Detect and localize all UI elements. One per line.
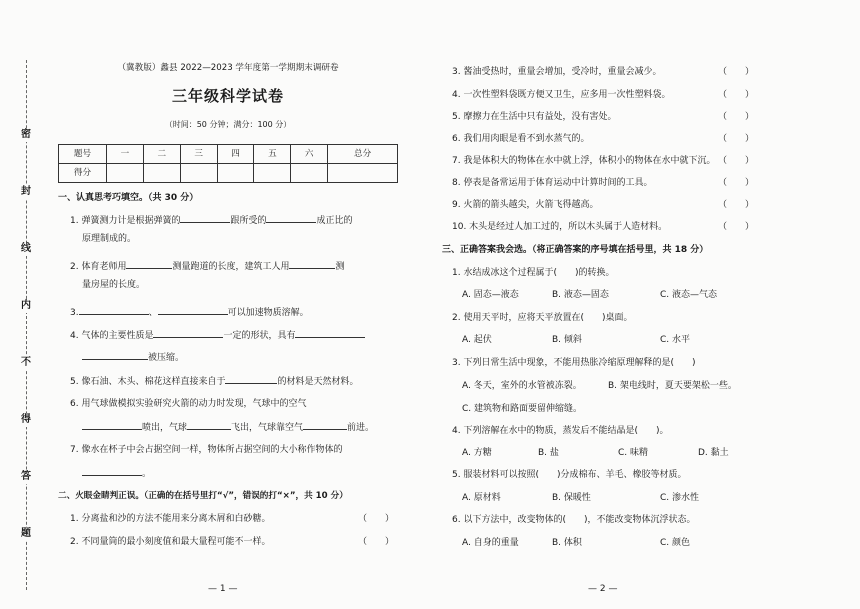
option-c[interactable]: C. 液态—气态 — [660, 290, 718, 300]
question-1-4-cont: 被压缩。 — [82, 350, 184, 365]
binding-char: 得 — [16, 413, 36, 427]
option-b[interactable]: B. 倾斜 — [552, 335, 582, 345]
question-2-5: 5. 摩擦力在生活中只有益处，没有害处。 — [452, 112, 617, 122]
option-b[interactable]: B. 体积 — [552, 538, 582, 548]
score-input-cell[interactable] — [291, 164, 328, 183]
option-c[interactable]: C. 建筑物和路面要留伸缩缝。 — [462, 404, 583, 414]
answer-blank[interactable] — [289, 259, 335, 269]
option-c[interactable]: C. 渗水性 — [660, 493, 700, 503]
score-cell: 二 — [143, 145, 180, 164]
score-cell: 六 — [291, 145, 328, 164]
question-1-7: 7. 像水在杯子中会占据空间一样，物体所占据空间的大小称作物体的 — [70, 445, 343, 455]
answer-blank[interactable] — [158, 305, 228, 315]
question-1-1: 1. 弹簧测力计是根据弹簧的 跟所受的 成正比的 — [70, 213, 352, 228]
option-a[interactable]: A. 自身的重量 — [462, 538, 519, 548]
binding-char: 不 — [16, 356, 36, 370]
option-a[interactable]: A. 方糖 — [462, 448, 492, 458]
answer-blank[interactable] — [82, 420, 142, 430]
exam-subtitle: （冀教版）蠡县 2022—2023 学年度第一学期期末调研卷 — [117, 63, 339, 73]
option-b[interactable]: B. 保暖性 — [552, 493, 591, 503]
question-2-1: 1. 分离盐和沙的方法不能用来分离木屑和白砂糖。 — [70, 514, 271, 524]
section-3-title: 三、正确答案我会选。（将正确答案的序号填在括号里，共 18 分） — [442, 245, 709, 255]
option-c[interactable]: C. 水平 — [660, 335, 691, 345]
answer-blank[interactable] — [295, 328, 365, 338]
option-a[interactable]: A. 固态—液态 — [462, 290, 519, 300]
question-2-8: 8. 停表是备常运用于体育运动中计算时间的工具。 — [452, 178, 653, 188]
answer-paren[interactable]: （ ） — [718, 134, 755, 144]
exam-title: 三年级科学试卷 — [171, 87, 284, 105]
question-3-2: 2. 使用天平时，应将天平放置在( )桌面。 — [452, 313, 633, 323]
answer-paren[interactable]: （ ） — [718, 156, 755, 166]
answer-paren[interactable]: （ ） — [358, 537, 395, 547]
score-cell: 三 — [180, 145, 217, 164]
question-2-9: 9. 火箭的箭头越尖，火箭飞得越高。 — [452, 200, 599, 210]
question-1-4: 4. 气体的主要性质是 一定的形状，具有 — [70, 328, 365, 343]
score-cell: 一 — [107, 145, 144, 164]
binding-char: 题 — [16, 527, 36, 541]
score-cell: 四 — [217, 145, 254, 164]
answer-paren[interactable]: （ ） — [718, 222, 755, 232]
question-2-3: 3. 酱油受热时，重量会增加，受冷时，重量会减少。 — [452, 67, 662, 77]
answer-paren[interactable]: （ ） — [718, 90, 755, 100]
answer-paren[interactable]: （ ） — [718, 200, 755, 210]
option-b[interactable]: B. 盐 — [538, 448, 559, 458]
score-input-cell[interactable] — [217, 164, 254, 183]
score-input-cell[interactable] — [328, 164, 398, 183]
answer-blank[interactable] — [225, 374, 277, 384]
answer-blank[interactable] — [79, 305, 149, 315]
question-1-5: 5. 像石油、木头、棉花这样直接来自于 的材料是天然材料。 — [70, 374, 358, 389]
option-a[interactable]: A. 原材料 — [462, 493, 501, 503]
answer-blank[interactable] — [180, 213, 230, 223]
answer-paren[interactable]: （ ） — [358, 514, 395, 524]
answer-blank[interactable] — [153, 328, 223, 338]
answer-blank[interactable] — [266, 213, 316, 223]
page-number-2: — 2 — — [588, 584, 618, 594]
binding-margin — [14, 60, 40, 590]
question-1-3: 3. 、 可以加速物质溶解。 — [70, 305, 309, 320]
score-table-score-row — [59, 164, 398, 183]
binding-char: 内 — [16, 299, 36, 313]
option-c[interactable]: C. 颜色 — [660, 538, 691, 548]
score-cell: 得分 — [59, 164, 107, 183]
binding-char: 密 — [16, 128, 36, 142]
question-1-2: 2. 体育老师用 测量跑道的长度，建筑工人用 测 — [70, 259, 344, 274]
score-input-cell[interactable] — [107, 164, 144, 183]
score-input-cell[interactable] — [143, 164, 180, 183]
page-number-1: — 1 — — [208, 584, 238, 594]
option-a[interactable]: A. 冬天，室外的水管被冻裂。 — [462, 381, 582, 391]
question-2-6: 6. 我们用肉眼是看不到水蒸气的。 — [452, 134, 590, 144]
score-cell: 五 — [254, 145, 291, 164]
score-input-cell[interactable] — [180, 164, 217, 183]
binding-char: 线 — [16, 242, 36, 256]
score-table-header-row — [59, 145, 398, 164]
answer-blank[interactable] — [126, 259, 172, 269]
question-1-2-cont: 量房屋的长度。 — [82, 280, 146, 290]
question-1-6-cont: 喷出，气球 飞出，气球靠空气 前进。 — [82, 420, 374, 435]
option-b[interactable]: B. 架电线时，夏天要架松一些。 — [608, 381, 737, 391]
section-2-title: 二、火眼金睛判正误。（正确的在括号里打“√”，错误的打“×”，共 10 分） — [58, 491, 348, 501]
question-1-7-cont: 。 — [82, 466, 151, 481]
answer-blank[interactable] — [82, 466, 142, 476]
question-2-10: 10. 木头是经过人加工过的，所以木头属于人造材料。 — [452, 222, 668, 232]
question-3-4: 4. 下列溶解在水中的物质，蒸发后不能结晶是( )。 — [452, 426, 669, 436]
score-table — [58, 144, 398, 183]
score-input-cell[interactable] — [254, 164, 291, 183]
binding-char: 答 — [16, 470, 36, 484]
answer-paren[interactable]: （ ） — [718, 67, 755, 77]
answer-blank[interactable] — [82, 350, 148, 360]
question-1-6: 6. 用气球做模拟实验研究火箭的动力时发现，气球中的空气 — [70, 399, 307, 409]
question-1-1-cont: 原理制成的。 — [82, 234, 137, 244]
score-cell: 总分 — [328, 145, 398, 164]
answer-blank[interactable] — [303, 420, 347, 430]
question-2-4: 4. 一次性塑料袋既方便又卫生，应多用一次性塑料袋。 — [452, 90, 671, 100]
section-1-title: 一、认真思考巧填空。（共 30 分） — [58, 193, 199, 203]
question-3-1: 1. 水结成冰这个过程属于( )的转换。 — [452, 268, 615, 278]
option-b[interactable]: B. 液态—固态 — [552, 290, 609, 300]
question-3-3: 3. 下列日常生活中现象，不能用热胀冷缩原理解释的是( ) — [452, 358, 696, 368]
question-3-5: 5. 服装材料可以按照( )分成棉布、羊毛、橡胶等材质。 — [452, 470, 687, 480]
option-d[interactable]: D. 黏土 — [698, 448, 729, 458]
question-2-2: 2. 不同量筒的最小刻度值和最大量程可能不一样。 — [70, 537, 271, 547]
score-cell: 题号 — [59, 145, 107, 164]
option-a[interactable]: A. 起伏 — [462, 335, 492, 345]
exam-time-info: （时间：50 分钟；满分：100 分） — [164, 120, 292, 129]
question-2-7: 7. 我是体积大的物体在水中就上浮，体积小的物体在水中就下沉。 — [452, 156, 716, 166]
answer-paren[interactable]: （ ） — [718, 112, 755, 122]
answer-blank[interactable] — [187, 420, 231, 430]
binding-char: 封 — [16, 185, 36, 199]
option-c[interactable]: C. 味精 — [618, 448, 649, 458]
answer-paren[interactable]: （ ） — [718, 178, 755, 188]
question-3-6: 6. 以下方法中，改变物体的( )，不能改变物体沉浮状态。 — [452, 515, 696, 525]
